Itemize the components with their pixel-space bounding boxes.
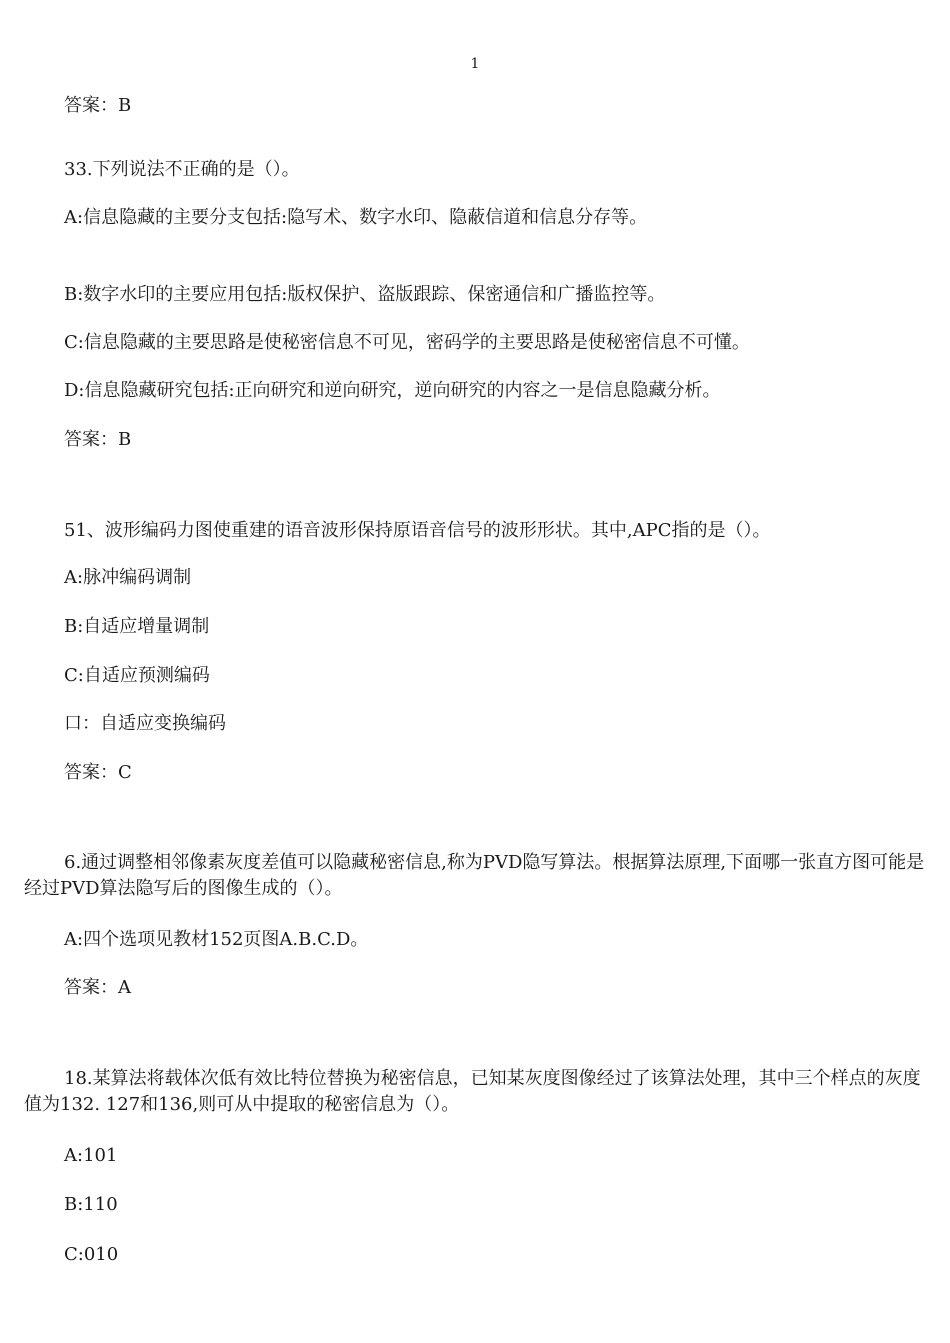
question-18-text: 18.某算法将载体次低有效比特位替换为秘密信息，已知某灰度图像经过了该算法处理，其中三个样点的灰度值为132. 127和136,则可从中提取的秘密信息为（）。: [24, 1068, 921, 1115]
answer-text: 答案：A: [64, 977, 131, 998]
option-b: B:110: [64, 1194, 118, 1215]
option-d: 口：自适应变换编码: [64, 713, 226, 734]
answer-text: 答案：B: [64, 429, 132, 450]
option-a: A:脉冲编码调制: [64, 567, 192, 588]
option-a: A:101: [64, 1145, 118, 1166]
option-a: A:信息隐藏的主要分支包括:隐写术、数字水印、隐蔽信道和信息分存等。: [64, 207, 648, 228]
question-6-text: 6.通过调整相邻像素灰度差值可以隐藏秘密信息,称为PVD隐写算法。根据算法原理,下面哪一张直方图可能是经过PVD算法隐写后的图像生成的（）。: [24, 852, 925, 899]
answer-text: 答案：C: [64, 762, 132, 783]
option-a: A:四个选项见教材152页图A.B.C.D。: [64, 929, 369, 950]
question-51-text: 51、波形编码力图使重建的语音波形保持原语音信号的波形形状。其中,APC指的是（）。: [64, 520, 771, 541]
question-33-text: 33.下列说法不正确的是（）。: [64, 159, 300, 180]
option-c: C:010: [64, 1244, 119, 1265]
option-c: C:自适应预测编码: [64, 665, 210, 686]
option-b: B:数字水印的主要应用包括:版权保护、盗版跟踪、保密通信和广播监控等。: [64, 284, 666, 305]
option-d: D:信息隐藏研究包括:正向研究和逆向研究，逆向研究的内容之一是信息隐藏分析。: [64, 380, 721, 401]
option-b: B:自适应增量调制: [64, 616, 210, 637]
answer-text: 答案：B: [64, 95, 132, 116]
option-c: C:信息隐藏的主要思路是使秘密信息不可见，密码学的主要思路是使秘密信息不可懂。: [64, 332, 750, 353]
page-number: 1: [470, 56, 480, 72]
